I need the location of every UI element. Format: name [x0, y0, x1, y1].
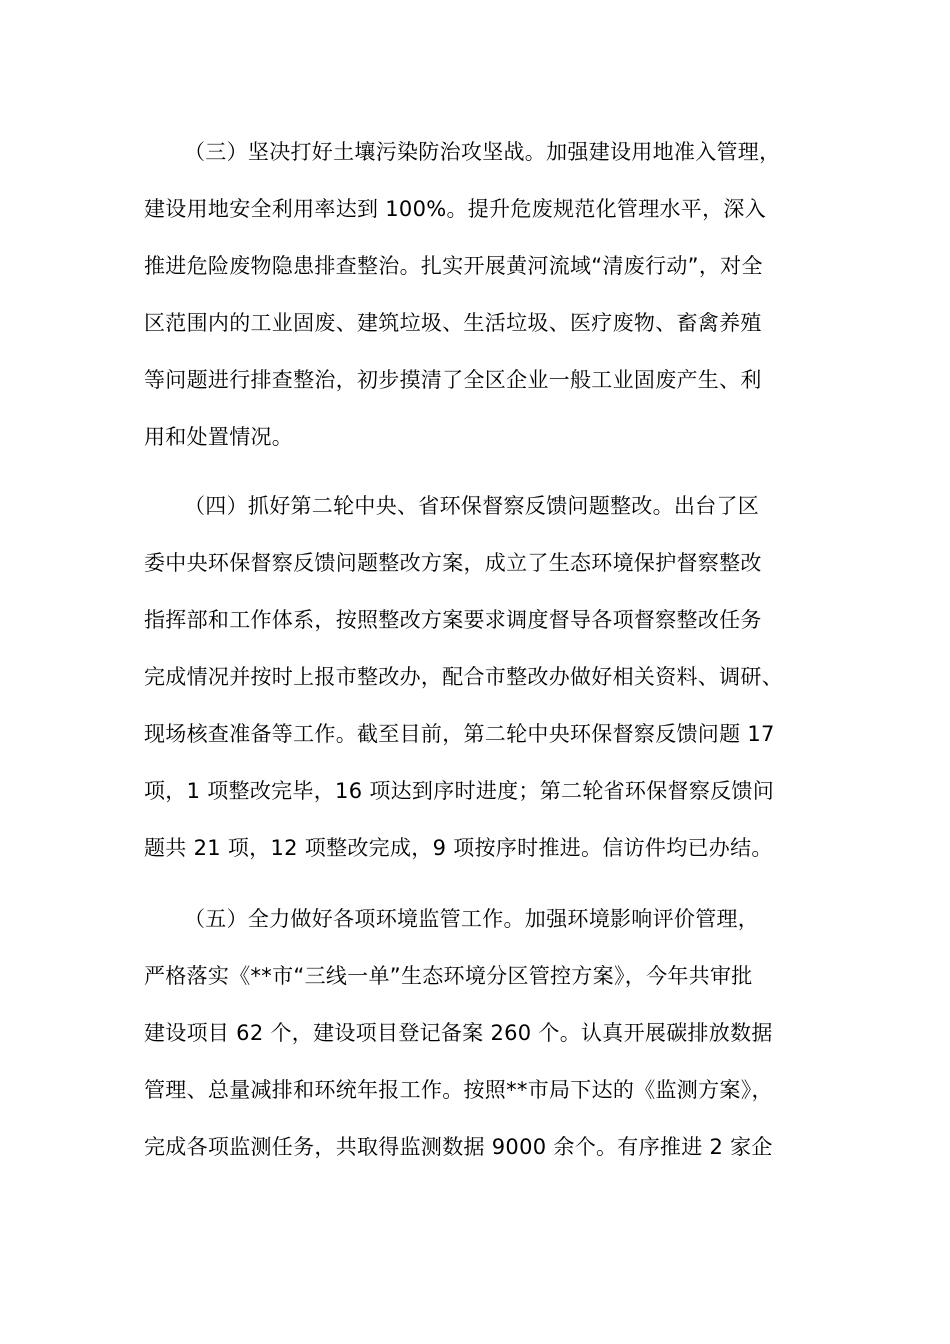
text-line: 题共 21 项，12 项整改完成，9 项按序时推进。信访件均已办结。 — [144, 836, 773, 860]
text-line: 建设用地安全利用率达到 100%。提升危废规范化管理水平，深入 — [144, 197, 767, 221]
text-line: 用和处置情况。 — [144, 425, 294, 449]
text-line: 指挥部和工作体系，按照整改方案要求调度督导各项督察整改任务 — [144, 608, 762, 632]
text-line: （五）全力做好各项环境监管工作。加强环境影响评价管理， — [184, 907, 760, 931]
text-line: 建设项目 62 个，建设项目登记备案 260 个。认真开展碳排放数据 — [144, 1021, 773, 1045]
text-line: 区范围内的工业固废、建筑垃圾、生活垃圾、医疗废物、畜禽养殖 — [144, 311, 762, 335]
text-line: 委中央环保督察反馈问题整改方案，成立了生态环境保护督察整改 — [144, 551, 762, 575]
text-line: （三）坚决打好土壤污染防治攻坚战。加强建设用地准入管理， — [184, 140, 781, 164]
text-line: 完成各项监测任务，共取得监测数据 9000 余个。有序推进 2 家企 — [144, 1135, 773, 1159]
text-line: 现场核查准备等工作。截至目前，第二轮中央环保督察反馈问题 17 — [144, 722, 775, 746]
text-line: 完成情况并按时上报市整改办，配合市整改办做好相关资料、调研、 — [144, 665, 783, 689]
text-line: （四）抓好第二轮中央、省环保督察反馈问题整改。出台了区 — [184, 494, 760, 518]
text-line: 项，1 项整改完毕，16 项达到序时进度；第二轮省环保督察反馈问 — [144, 779, 775, 803]
text-line: 等问题进行排查整治，初步摸清了全区企业一般工业固废产生、利 — [144, 368, 762, 392]
text-line: 严格落实《**市“三线一单”生态环境分区管控方案》，今年共审批 — [144, 964, 753, 988]
text-line: 推进危险废物隐患排查整治。扎实开展黄河流域“清废行动”，对全 — [144, 254, 763, 278]
text-line: 管理、总量减排和环统年报工作。按照**市局下达的《监测方案》， — [144, 1078, 773, 1102]
